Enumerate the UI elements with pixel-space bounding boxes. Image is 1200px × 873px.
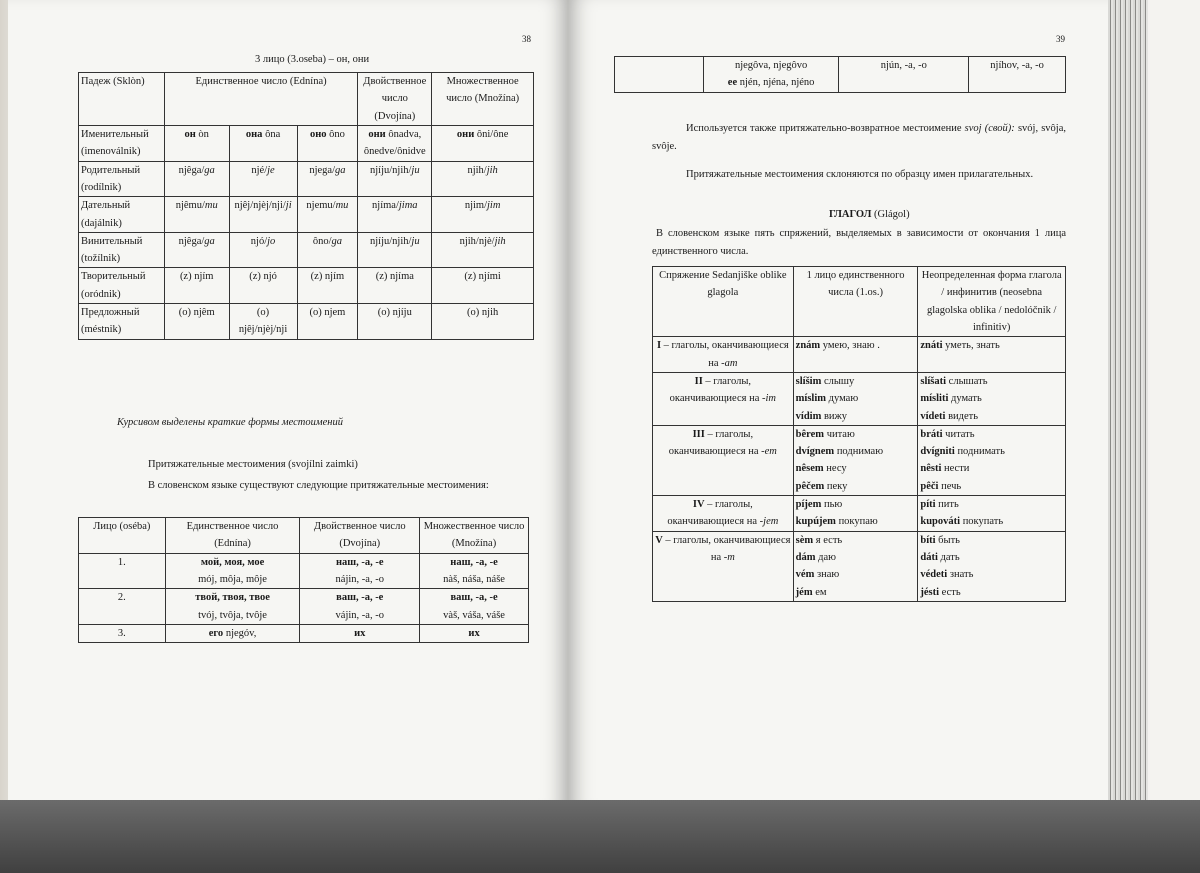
- form-cell: их: [420, 624, 529, 642]
- form-cell: njíma/jima: [358, 197, 432, 233]
- case-cell: Творительный (oródnik): [79, 268, 165, 304]
- conjugation-cell: I – глаголы, оканчивающиеся на -am: [653, 337, 794, 373]
- pronoun-declension-table: [78, 72, 534, 340]
- form-cell: njim/jim: [432, 197, 534, 233]
- possessive-paragraph: В словенском языке существуют следующие притяжательные местоимения:: [148, 480, 489, 491]
- infinitive-cell: bráti читать dvígniti поднимать nêsti нести pêči печь: [918, 425, 1066, 495]
- header-cell: 1 лицо единственного числа (1.os.): [793, 267, 918, 337]
- form-cell: ôno/ga: [297, 232, 358, 268]
- form-cell: (z) njíma: [358, 268, 432, 304]
- form-cell: ваш, -а, -е vàš, váša, váše: [420, 589, 529, 625]
- header-cell: Падеж (Sklòn): [79, 73, 165, 126]
- table-row: [79, 232, 534, 268]
- case-cell: Родительный (rodílnik): [79, 161, 165, 197]
- table-row: [653, 425, 1066, 495]
- form-cell: njih/njè/jih: [432, 232, 534, 268]
- possessive-table-continuation: [614, 56, 1066, 93]
- form-cell: njó/jo: [229, 232, 297, 268]
- conjugation-cell: IV – глаголы, оканчивающиеся на -jem: [653, 496, 794, 532]
- form-cell: njún, -a, -o: [839, 57, 969, 93]
- form-cell: (z) njím: [164, 268, 229, 304]
- form-cell: njêmu/mu: [164, 197, 229, 233]
- form-cell: его njegóv,: [165, 624, 300, 642]
- form-cell: njêga/ga: [164, 232, 229, 268]
- possessive-pronoun-table: [78, 517, 529, 643]
- form-cell: znám умею, знаю .: [793, 337, 918, 373]
- form-cell: sèm я есть dám даю vém знаю jém ем: [793, 531, 918, 601]
- form-cell: njih/jih: [432, 161, 534, 197]
- form-cell: твой, твоя, твое tvój, tvôja, tvôje: [165, 589, 300, 625]
- case-cell: Дательный (dajálnik): [79, 197, 165, 233]
- header-cell: Лицо (oséba): [79, 518, 166, 554]
- form-cell: njé/je: [229, 161, 297, 197]
- table-row: [653, 337, 1066, 373]
- verb-heading: ГЛАГОЛ (Glágol): [829, 209, 910, 220]
- table-row: [653, 531, 1066, 601]
- table-row: [79, 268, 534, 304]
- header-cell: Неопределенная форма глагола / инфинитив (neosebna glagolska oblika / nedolóčnik / infinitiv): [918, 267, 1066, 337]
- table-row: [79, 553, 529, 589]
- form-cell: njêj/njèj/nji/ji: [229, 197, 297, 233]
- form-cell: njíju/njih/ju: [358, 232, 432, 268]
- possessive-title: Притяжательные местоимения (svojílni zaimki): [148, 459, 358, 470]
- declension-paragraph: Притяжательные местоимения склоняются по образцу имен прилагательных.: [686, 169, 1034, 180]
- form-cell: наш, -а, -е nàš, náša, náše: [420, 553, 529, 589]
- form-cell: (o) njêj/njèj/nji: [229, 304, 297, 340]
- header-cell: Двойственное число (Dvojína): [300, 518, 420, 554]
- infinitive-cell: píti пить kupováti покупать: [918, 496, 1066, 532]
- header-cell: Множественное число (Množína): [420, 518, 529, 554]
- form-cell: njêga/ga: [164, 161, 229, 197]
- table-row: [615, 57, 1066, 93]
- form-cell: njega/ga: [297, 161, 358, 197]
- form-cell: njemu/mu: [297, 197, 358, 233]
- form-cell: ваш, -а, -е vájin, -a, -o: [300, 589, 420, 625]
- table-header-row: [653, 267, 1066, 337]
- conjugation-cell: V – глаголы, оканчивающиеся на -m: [653, 531, 794, 601]
- form-cell: они ônadva, ônedve/ônidve: [358, 125, 432, 161]
- table-row: [79, 304, 534, 340]
- form-cell: (z) njími: [432, 268, 534, 304]
- case-cell: Винительный (tožílnik): [79, 232, 165, 268]
- italic-note: Курсивом выделены краткие формы местоимений: [117, 417, 343, 428]
- header-cell: Двойственное число (Dvojína): [358, 73, 432, 126]
- table-row: [79, 161, 534, 197]
- table-row: [653, 496, 1066, 532]
- form-cell: (o) njem: [297, 304, 358, 340]
- form-cell: (o) njêm: [164, 304, 229, 340]
- infinitive-cell: bíti быть dáti дать védeti знать jésti есть: [918, 531, 1066, 601]
- page-number-left: 38: [522, 34, 531, 44]
- form-cell: (o) njih: [432, 304, 534, 340]
- conjugation-cell: II – глаголы, оканчивающиеся на -im: [653, 372, 794, 425]
- form-cell: мой, моя, мое mój, môja, môje: [165, 553, 300, 589]
- header-cell: Множественное число (Množína): [432, 73, 534, 126]
- form-cell: они ôni/ône: [432, 125, 534, 161]
- infinitive-cell: znáti уметь, знать: [918, 337, 1066, 373]
- person-cell: [615, 57, 704, 93]
- form-cell: slíšim слышу míslim думаю vídim вижу: [793, 372, 918, 425]
- table-row: [653, 372, 1066, 425]
- background-surface: [0, 800, 1200, 873]
- form-cell: píjem пью kupújem покупаю: [793, 496, 918, 532]
- form-cell: bêrem читаю dvígnem поднимаю nêsem несу pêčem пеку: [793, 425, 918, 495]
- table-row: [79, 125, 534, 161]
- reflexive-paragraph: Используется также притяжательно-возвратное местоимение svoj (свой): svój, svôja, svôje.: [652, 123, 1066, 153]
- table-row: [79, 197, 534, 233]
- form-cell: (z) njó: [229, 268, 297, 304]
- conjugation-cell: III – глаголы, оканчивающиеся на -em: [653, 425, 794, 495]
- case-cell: Именительный (imenoválnik): [79, 125, 165, 161]
- form-cell: он òn: [164, 125, 229, 161]
- form-cell: оно ôno: [297, 125, 358, 161]
- header-cell: Единственное число (Ednína): [165, 518, 300, 554]
- table-header-row: [79, 518, 529, 554]
- form-cell: наш, -а, -е nájin, -a, -o: [300, 553, 420, 589]
- case-cell: Предложный (méstnik): [79, 304, 165, 340]
- verb-conjugation-table: [652, 266, 1066, 602]
- table-row: [79, 624, 529, 642]
- form-cell: (z) njím: [297, 268, 358, 304]
- form-cell: (o) njíju: [358, 304, 432, 340]
- page-edges: [1108, 0, 1148, 815]
- person-cell: 3.: [79, 624, 166, 642]
- form-cell: njíju/njih/ju: [358, 161, 432, 197]
- header-cell: Единственное число (Ednína): [164, 73, 358, 126]
- page-number-right: 39: [1056, 34, 1065, 44]
- person-cell: 2.: [79, 589, 166, 625]
- table-header-row: [79, 73, 534, 126]
- table1-heading: 3 лицо (3.oseba) – он, они: [255, 54, 370, 65]
- form-cell: njegôva, njegôvo ее njén, njéna, njéno: [703, 57, 839, 93]
- conjugation-paragraph: В словенском языке пять спряжений, выделяемых в зависимости от окончания 1 лица единственного числа.: [652, 228, 1066, 258]
- form-cell: njíhov, -a, -o: [969, 57, 1066, 93]
- header-cell: Спряжение Sedanjiške oblike glagola: [653, 267, 794, 337]
- infinitive-cell: slíšati слышать mísliti думать vídeti видеть: [918, 372, 1066, 425]
- form-cell: она ôna: [229, 125, 297, 161]
- table-row: [79, 589, 529, 625]
- form-cell: их: [300, 624, 420, 642]
- person-cell: 1.: [79, 553, 166, 589]
